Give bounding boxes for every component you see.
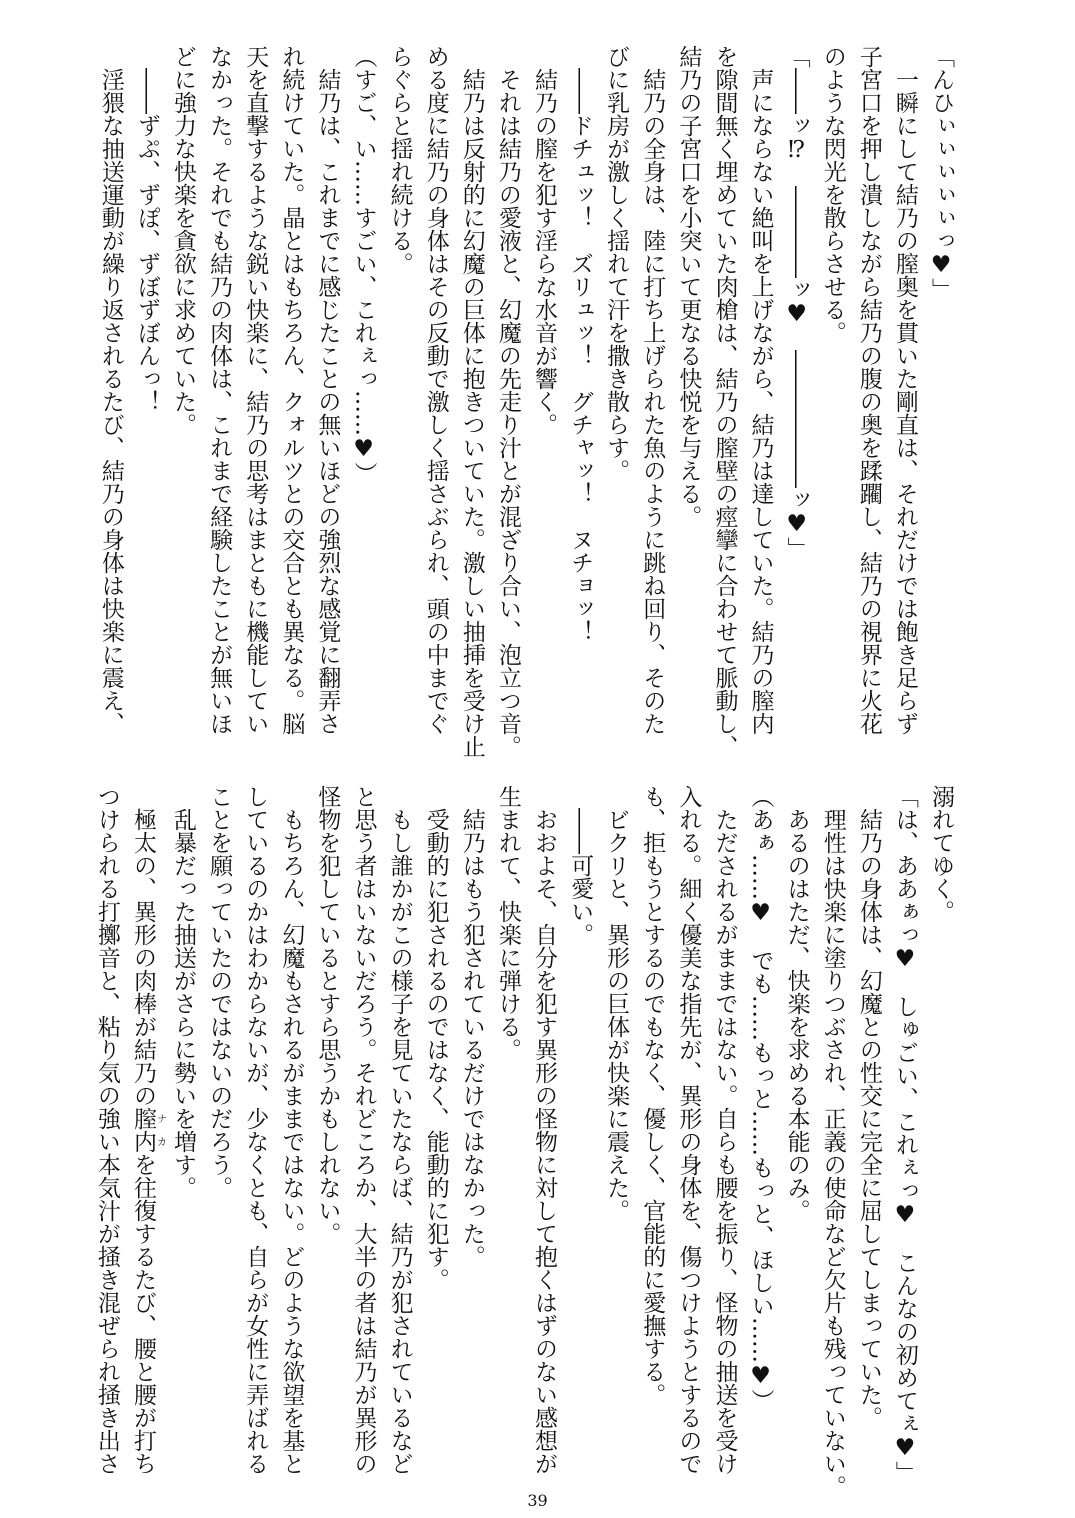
text-line: 声にならない絶叫を上げながら、結乃は達していた。結乃の膣内 (747, 45, 774, 735)
text-line: 生まれて、快楽に弾ける。 (494, 785, 521, 1061)
lower-text-block (89, 785, 959, 1505)
text-line: 結乃はもう犯されているだけではなかった。 (458, 785, 485, 1268)
text-segment: ナカ (154, 1107, 166, 1153)
text-line: もちろん、幻魔もされるがままではない。どのような欲望を基と (278, 785, 305, 1475)
text-line: 天を直撃するような鋭い快楽に、結乃の思考はまともに機能してい (242, 45, 269, 735)
text-line: ――ずぷ、ずぽ、ずぼずぼんっ！ (133, 45, 160, 413)
text-line: 結乃は反射的に幻魔の巨体に抱きついていた。激しい抽挿を受け止 (458, 45, 485, 758)
text-line: あるのはただ、快楽を求める本能のみ。 (783, 785, 810, 1222)
text-line: 怪物を犯しているとすら思うかもしれない。 (314, 785, 341, 1245)
text-line: 結乃の身体は、幻魔との性交に完全に屈してしまっていた。 (855, 785, 882, 1429)
page-number: 39 (527, 1491, 548, 1510)
text-line: もし誰かがこの様子を見ていたならば、結乃が犯されているなど (386, 785, 413, 1475)
ruby-annotation (129, 1107, 166, 1153)
text-line: ビクリと、異形の巨体が快楽に震えた。 (603, 785, 630, 1222)
text-line: 入れる。細く優美な指先が、異形の身体を、傷つけようとするので (675, 785, 702, 1475)
text-line: おおよそ、自分を犯す異形の怪物に対して抱くはずのない感想が (530, 785, 557, 1475)
upper-text-block (93, 45, 959, 765)
text-line: 結乃の膣を犯す淫らな水音が響く。 (530, 45, 557, 436)
text-line: らぐらと揺れ続ける。 (386, 45, 413, 275)
text-line: 結乃の全身は、陸に打ち上げられた魚のように跳ね回り、そのた (639, 45, 666, 735)
text-segment: 極太の、異形の肉棒が結乃の (129, 785, 156, 1107)
text-line: ――ドチュッ！ ズリュッ！ グチャッ！ ヌチョッ！ (567, 45, 594, 643)
text-line: びに乳房が激しく揺れて汗を撒き散らす。 (603, 45, 630, 482)
text-line: 一瞬にして結乃の膣奥を貫いた剛直は、それだけでは飽き足らず (891, 45, 918, 735)
text-line: 結乃は、これまでに感じたことの無いほどの強烈な感覚に翻弄さ (314, 45, 341, 735)
text-line: （あぁ……♥ でも……もっと……もっと、ほしい……♥） (747, 785, 774, 1412)
text-line: 結乃の子宮口を小突いて更なる快悦を与える。 (675, 45, 702, 528)
text-line: 「んひぃぃぃぃぃっ♥」 (928, 45, 954, 301)
text-line: 溺れてゆく。 (928, 785, 954, 923)
text-line: 乱暴だった抽送がさらに勢いを増す。 (170, 785, 197, 1199)
text-line: 「は、ああぁっ♥ しゅごい、これぇっ♥ こんなの初めてぇ♥」 (891, 785, 918, 1484)
text-line: も、拒もうとするのでもなく、優しく、官能的に愛撫する。 (639, 785, 666, 1406)
text-line: どに強力な快楽を貪欲に求めていた。 (170, 45, 197, 436)
text-line: しているのかはわからないが、少なくとも、自らが女性に弄ばれる (242, 785, 269, 1475)
text-segment: を往復するたび、腰と腰が打ち (129, 1153, 156, 1475)
text-line: 受動的に犯されるのではなく、能動的に犯す。 (422, 785, 449, 1291)
text-line (125, 785, 165, 1505)
text-line: 理性は快楽に塗りつぶされ、正義の使命など欠片も残っていない。 (819, 785, 846, 1498)
text-line: つけられる打擲音と、粘り気の強い本気汁が掻き混ぜられ掻き出さ (93, 785, 120, 1475)
text-line: ただされるがままではない。自らも腰を振り、怪物の抽送を受け (711, 785, 738, 1475)
text-line: 子宮口を押し潰しながら結乃の腹の奥を蹂躙し、結乃の視界に火花 (855, 45, 882, 735)
text-line: を隙間無く埋めていた肉槍は、結乃の膣壁の痙攣に合わせて脈動し、 (711, 45, 738, 758)
text-line: 淫猥な抽送運動が繰り返されるたび、結乃の身体は快楽に震え、 (97, 45, 124, 735)
text-line: ――可愛い。 (567, 785, 594, 946)
text-line: なかった。それでも結乃の肉体は、これまで経験したことが無いほ (206, 45, 233, 735)
text-line: それは結乃の愛液と、幻魔の先走り汁とが混ざり合い、泡立つ音。 (494, 45, 521, 758)
text-line: （すご、い……すごい、これぇっ……♥） (350, 45, 377, 485)
text-line: める度に結乃の身体はその反動で激しく揺さぶられ、頭の中までぐ (422, 45, 449, 735)
text-line: と思う者はいないだろう。それどころか、大半の者は結乃が異形の (350, 785, 377, 1475)
text-line: ことを願っていたのではないのだろう。 (206, 785, 233, 1199)
text-line: のような閃光を散らさせる。 (819, 45, 846, 344)
text-line: 「――ッ⁉ ――――ッ♥ ――――――ッ♥」 (783, 45, 810, 560)
text-line: れ続けていた。晶とはもちろん、クォルツとの交合とも異なる。脳 (278, 45, 305, 735)
text-segment: 膣内 (129, 1107, 156, 1153)
